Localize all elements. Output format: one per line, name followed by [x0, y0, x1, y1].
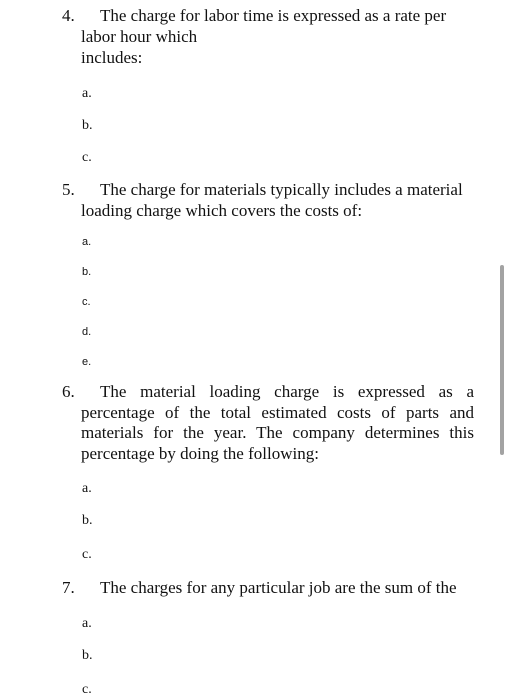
option-e: e.	[82, 356, 92, 368]
question-number: 5.	[62, 180, 75, 199]
option-b: b.	[82, 648, 93, 663]
option-c: c.	[82, 547, 92, 562]
option-a: a.	[82, 86, 92, 101]
question-text-line: loading charge which covers the costs of:	[81, 201, 363, 220]
option-b: b.	[82, 118, 93, 133]
option-c: c.	[82, 150, 92, 165]
question-text-line: The charge for materials typically includes a material	[100, 180, 463, 199]
option-d: d.	[82, 326, 92, 338]
question-number: 4.	[62, 6, 75, 25]
question-text-line: includes:	[81, 48, 143, 67]
question-text: The material loading charge is expressed as a percentage of the total estimated costs of parts and materials for the year. The company determines this percentage by doing the following:	[81, 382, 474, 463]
question-text-line: The charge for labor time is expressed as a rate per	[100, 6, 447, 25]
option-c: c.	[82, 682, 92, 697]
question-number: 7.	[62, 578, 75, 597]
option-b: b.	[82, 513, 93, 528]
question-text-line: labor hour which	[81, 27, 198, 46]
option-a: a.	[82, 616, 92, 631]
question-number: 6.	[62, 382, 75, 401]
option-a: a.	[82, 236, 92, 248]
question-text: The charges for any particular job are the sum of the	[100, 578, 457, 597]
option-b: b.	[82, 266, 92, 278]
option-c: c.	[82, 296, 91, 308]
option-a: a.	[82, 481, 92, 496]
vertical-scrollbar[interactable]	[500, 265, 504, 455]
